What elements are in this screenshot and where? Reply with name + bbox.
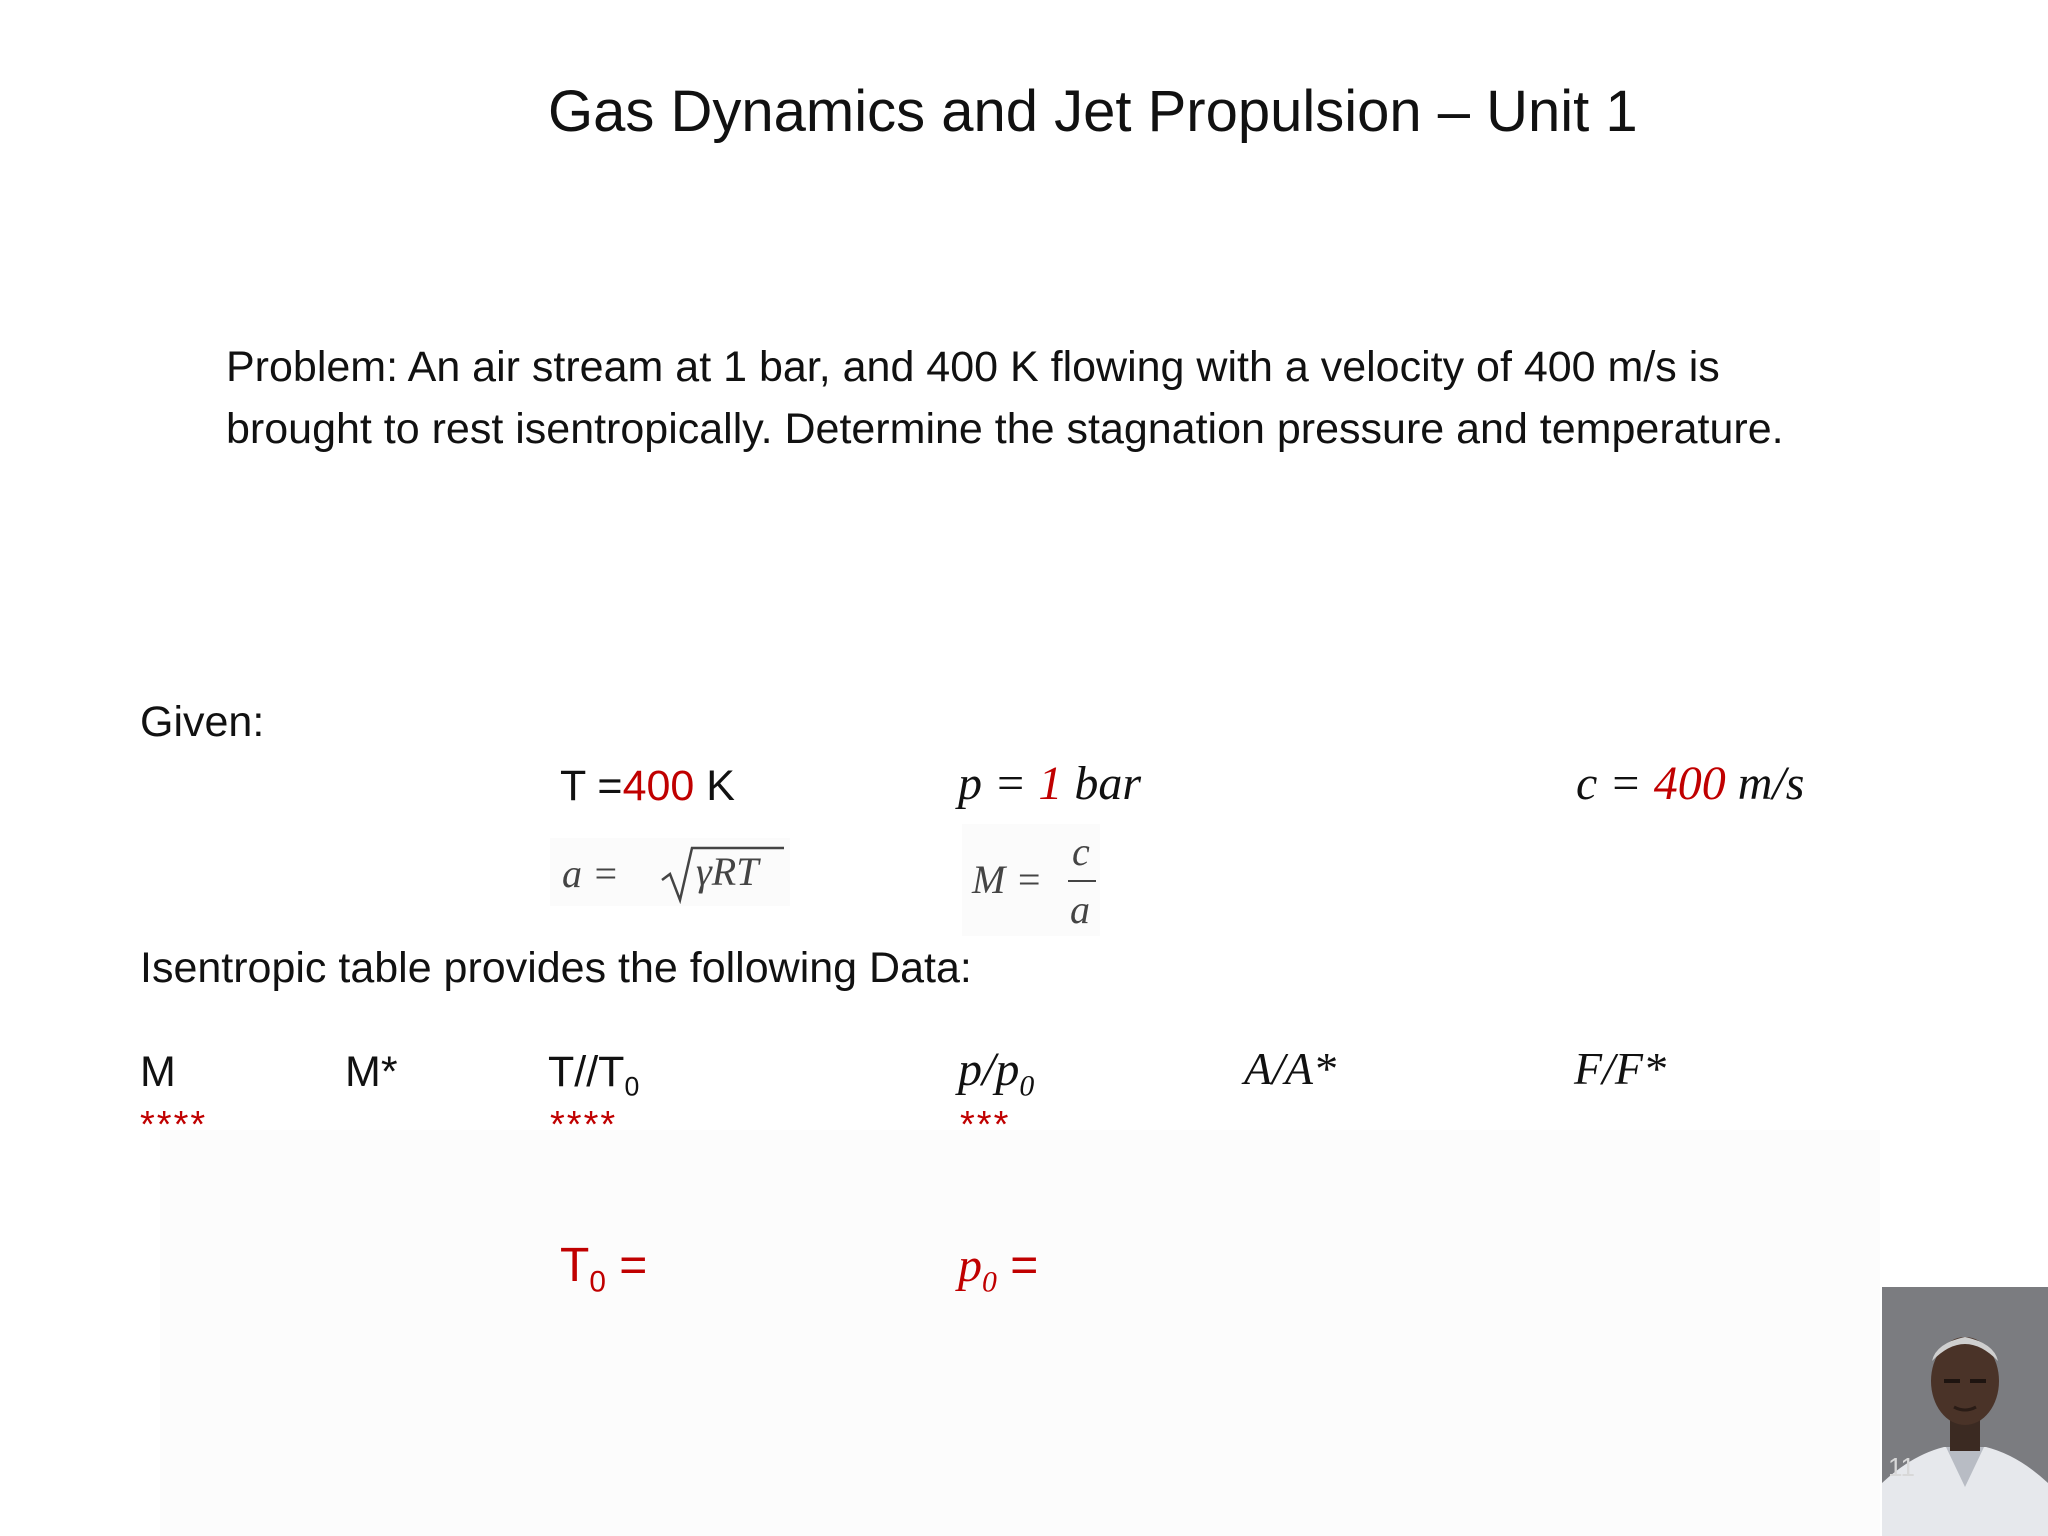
given-velocity-unit: m/s <box>1725 757 1805 810</box>
given-velocity-prefix: c = <box>1576 757 1654 810</box>
formula-m-denominator: a <box>1070 887 1090 932</box>
problem-statement: Problem: An air stream at 1 bar, and 400 K flowing with a velocity of 400 m/s is brought to rest isentropically. Determine the stagnation pressure and temperature. <box>226 343 1784 453</box>
table-header-p-ratio <box>958 1042 1034 1103</box>
given-velocity-value: 400 <box>1653 757 1726 810</box>
result-t0-main: T <box>560 1239 590 1292</box>
table-value-p-ratio: *** <box>960 1104 1011 1146</box>
page-number: 11 <box>1888 1452 1915 1482</box>
isentropic-label: Isentropic table provides the following Data: <box>140 944 972 992</box>
result-t0-sub: 0 <box>589 1265 606 1299</box>
speed-of-sound-formula <box>550 838 790 906</box>
table-header-t-ratio <box>548 1048 639 1102</box>
formula-a-lhs: a = <box>562 851 619 896</box>
result-p0-sub: 0 <box>982 1265 997 1299</box>
formula-m-numerator: c <box>1072 829 1090 874</box>
result-t0 <box>560 1238 647 1299</box>
table-header-f-ratio: F/F* <box>1574 1043 1666 1094</box>
table-header-m-star: M* <box>345 1048 398 1096</box>
table-value-t-ratio: **** <box>550 1104 618 1146</box>
given-temperature <box>560 762 735 811</box>
formula-a-rhs: γRT <box>696 849 759 894</box>
given-pressure-value: 1 <box>1038 757 1063 810</box>
result-p0 <box>958 1238 1038 1299</box>
mach-number-formula <box>962 824 1100 936</box>
given-temperature-value: 400 <box>622 762 695 810</box>
result-p0-eq: = <box>996 1239 1039 1292</box>
t-ratio-sub: 0 <box>624 1071 640 1102</box>
slide-title: Gas Dynamics and Jet Propulsion – Unit 1 <box>548 79 1638 144</box>
table-header-a-ratio: A/A* <box>1244 1043 1336 1094</box>
presenter-webcam <box>1882 1287 2048 1536</box>
given-pressure-prefix: p = <box>958 757 1039 810</box>
given-velocity <box>1576 756 1804 811</box>
slide-lower-pane <box>160 1130 1880 1536</box>
given-temperature-unit: K <box>694 762 735 810</box>
p-ratio-main: p/p <box>958 1043 1020 1096</box>
given-temperature-prefix: T = <box>560 762 623 810</box>
presenter-silhouette-icon <box>1882 1287 2048 1536</box>
given-pressure-unit: bar <box>1062 757 1142 810</box>
result-p0-main: p <box>958 1239 982 1292</box>
t-ratio-main: T//T <box>548 1048 625 1096</box>
table-value-m: **** <box>140 1104 208 1146</box>
p-ratio-sub: 0 <box>1019 1069 1035 1103</box>
fraction-bar <box>1068 880 1096 882</box>
formula-m-lhs: M = <box>972 857 1043 902</box>
table-header-m: M <box>140 1048 176 1096</box>
given-label: Given: <box>140 698 265 746</box>
given-pressure <box>958 756 1141 811</box>
result-t0-eq: = <box>605 1239 648 1292</box>
